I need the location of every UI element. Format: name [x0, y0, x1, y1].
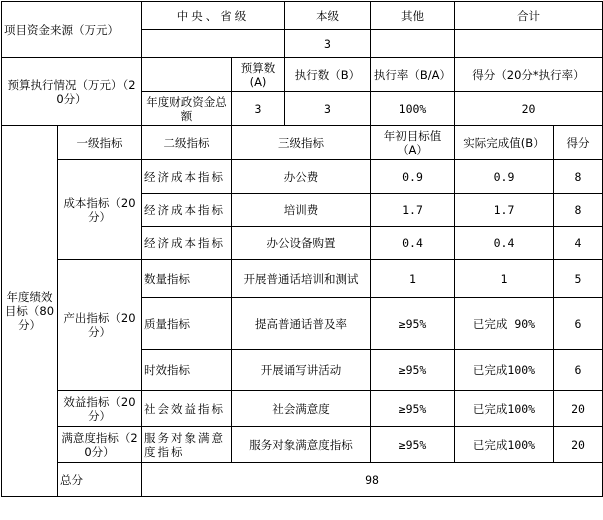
other-header: 其他	[371, 2, 455, 30]
level2-cell: 经济成本指标	[142, 194, 232, 227]
funding-header-row	[2, 2, 603, 30]
level3-header: 三级指标	[232, 126, 371, 160]
level2-cell: 质量指标	[142, 298, 232, 350]
level3-cell: 社会满意度	[232, 391, 371, 427]
level3-cell: 服务对象满意度指标	[232, 427, 371, 463]
initial-target-cell: ≥95%	[371, 391, 455, 427]
output-indicator-group: 产出指标（20分）	[58, 260, 142, 391]
budget-execution-label: 预算执行情况（万元）（20分）	[2, 58, 142, 126]
score-cell: 6	[554, 350, 603, 391]
budget-amount-header: 预算数(A)	[232, 58, 285, 92]
actual-value-cell: 已完成 90%	[455, 298, 554, 350]
total-amount	[455, 30, 603, 58]
performance-table	[1, 1, 603, 497]
execution-rate-header: 执行率（B/A）	[371, 58, 455, 92]
budget-score-header: 得分（20分*执行率）	[455, 58, 603, 92]
local-level-header: 本级	[285, 2, 371, 30]
targets-header-row	[2, 126, 603, 160]
budget-score-value: 20	[455, 92, 603, 126]
central-provincial-amount	[142, 30, 285, 58]
level3-cell: 开展诵写讲活动	[232, 350, 371, 391]
table-row	[2, 160, 603, 194]
score-cell: 20	[554, 391, 603, 427]
budget-header-row	[2, 58, 603, 92]
level1-header: 一级指标	[58, 126, 142, 160]
level2-cell: 经济成本指标	[142, 160, 232, 194]
score-cell: 6	[554, 298, 603, 350]
score-header: 得分	[554, 126, 603, 160]
level3-cell: 开展普通话培训和测试	[232, 260, 371, 298]
initial-target-cell: ≥95%	[371, 298, 455, 350]
score-cell: 4	[554, 227, 603, 260]
actual-value-cell: 已完成100%	[455, 427, 554, 463]
initial-target-header: 年初目标值（A）	[371, 126, 455, 160]
score-cell: 5	[554, 260, 603, 298]
initial-target-cell: 0.9	[371, 160, 455, 194]
initial-target-cell: ≥95%	[371, 350, 455, 391]
table-row	[2, 427, 603, 463]
other-amount	[371, 30, 455, 58]
initial-target-cell: 0.4	[371, 227, 455, 260]
level2-cell: 经济成本指标	[142, 227, 232, 260]
actual-value-cell: 0.4	[455, 227, 554, 260]
budget-amount-value: 3	[232, 92, 285, 126]
score-cell: 8	[554, 160, 603, 194]
actual-value-cell: 1.7	[455, 194, 554, 227]
level3-cell: 办公设备购置	[232, 227, 371, 260]
funding-source-label: 项目资金来源（万元）	[2, 2, 142, 58]
central-provincial-header: 中央、省级	[142, 2, 285, 30]
initial-target-cell: 1.7	[371, 194, 455, 227]
annual-target-label: 年度绩效目标（80分）	[2, 126, 58, 497]
executed-amount-value: 3	[285, 92, 371, 126]
budget-blank-header	[142, 58, 232, 92]
execution-rate-value: 100%	[371, 92, 455, 126]
level2-cell: 时效指标	[142, 350, 232, 391]
actual-value-cell: 已完成100%	[455, 350, 554, 391]
level2-cell: 数量指标	[142, 260, 232, 298]
total-score-label: 总分	[58, 463, 142, 497]
initial-target-cell: 1	[371, 260, 455, 298]
total-score-value: 98	[142, 463, 603, 497]
score-cell: 8	[554, 194, 603, 227]
satisfaction-indicator-group: 满意度指标（20分）	[58, 427, 142, 463]
total-score-row	[2, 463, 603, 497]
actual-value-cell: 1	[455, 260, 554, 298]
actual-value-cell: 0.9	[455, 160, 554, 194]
total-header: 合计	[455, 2, 603, 30]
level3-cell: 培训费	[232, 194, 371, 227]
level2-header: 二级指标	[142, 126, 232, 160]
table-row	[2, 260, 603, 298]
executed-amount-header: 执行数（B）	[285, 58, 371, 92]
level2-cell: 社会效益指标	[142, 391, 232, 427]
benefit-indicator-group: 效益指标（20分）	[58, 391, 142, 427]
local-level-amount: 3	[285, 30, 371, 58]
table-row	[2, 391, 603, 427]
level3-cell: 办公费	[232, 160, 371, 194]
cost-indicator-group: 成本指标（20分）	[58, 160, 142, 260]
actual-value-cell: 已完成100%	[455, 391, 554, 427]
actual-value-header: 实际完成值(B）	[455, 126, 554, 160]
level2-cell: 服务对象满意度指标	[142, 427, 232, 463]
level3-cell: 提高普通话普及率	[232, 298, 371, 350]
initial-target-cell: ≥95%	[371, 427, 455, 463]
annual-fund-total-label: 年度财政资金总额	[142, 92, 232, 126]
score-cell: 20	[554, 427, 603, 463]
